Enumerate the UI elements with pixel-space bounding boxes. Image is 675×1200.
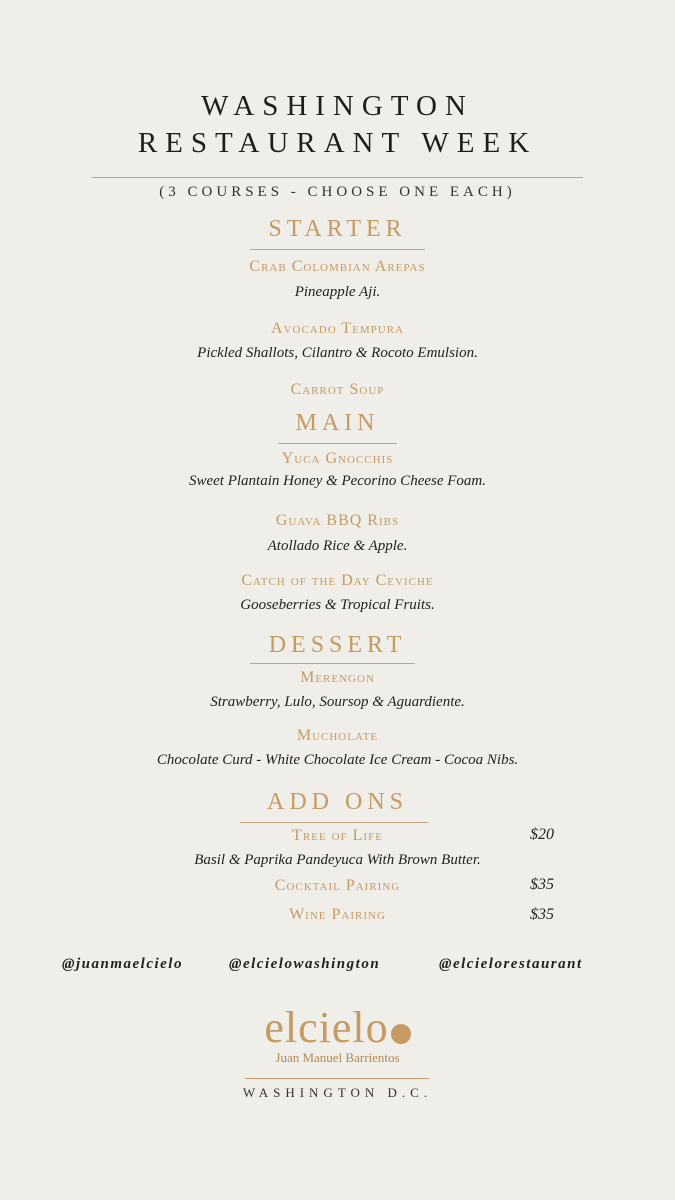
elcielo-logo	[0, 1002, 675, 1053]
subtitle: (3 COURSES - CHOOSE ONE EACH)	[159, 184, 516, 200]
menu-item-name: Guava BBQ Ribs	[275, 512, 400, 529]
menu-item-desc: Pineapple Aji.	[294, 284, 381, 300]
header-divider	[92, 177, 583, 178]
menu-item-desc: Sweet Plantain Honey & Pecorino Cheese Foam.	[188, 473, 486, 489]
menu-item-name: Yuca Gnocchis	[281, 450, 394, 467]
chef-name: Juan Manuel Barrientos	[275, 1050, 400, 1065]
menu-item-desc: Strawberry, Lulo, Soursop & Aguardiente.	[210, 694, 465, 710]
menu-item-name: Mucholate	[296, 727, 379, 744]
menu-item-name: Merengon	[300, 669, 375, 686]
social-handle-link[interactable]: @elcielorestaurant	[439, 956, 583, 972]
dessert-divider	[250, 663, 415, 664]
social-handle-link[interactable]: @elcielowashington	[229, 956, 381, 972]
menu-item-desc: Atollado Rice & Apple.	[267, 538, 408, 554]
social-handle-link[interactable]: @juanmaelcielo	[62, 956, 183, 972]
title-line2: RESTAURANT WEEK	[137, 127, 538, 159]
menu-item-desc: Chocolate Curd - White Chocolate Ice Cream - Cocoa Nibs.	[156, 752, 519, 768]
section-heading-dessert: DESSERT	[268, 632, 407, 658]
logo-text: elcielo	[264, 1003, 389, 1052]
price: $20	[530, 826, 554, 843]
starter-divider	[250, 249, 425, 250]
menu-item-desc: Basil & Paprika Pandeyuca With Brown Butter.	[194, 852, 481, 868]
section-heading-addons: ADD ONS	[266, 789, 408, 815]
logo-divider	[245, 1078, 429, 1079]
addons-divider	[240, 822, 428, 823]
section-heading-starter: STARTER	[268, 216, 407, 242]
price: $35	[530, 876, 554, 893]
menu-item-name: Tree of Life	[292, 827, 383, 844]
title-line1: WASHINGTON	[201, 90, 474, 122]
menu-item-desc: Pickled Shallots, Cilantro & Rocoto Emulsion.	[197, 345, 478, 361]
menu-item-name: Carrot Soup	[290, 381, 385, 398]
menu-item-name: Avocado Tempura	[271, 320, 404, 337]
menu-item-name: Catch of the Day Ceviche	[241, 572, 434, 589]
section-heading-main: MAIN	[295, 410, 380, 436]
menu-item-desc: Gooseberries & Tropical Fruits.	[240, 597, 435, 613]
main-divider	[278, 443, 397, 444]
menu-item-name: Cocktail Pairing	[274, 877, 401, 894]
menu-item-name: Wine Pairing	[289, 906, 386, 923]
logo-dot-icon	[391, 1024, 411, 1044]
price: $35	[530, 906, 554, 923]
city-label: WASHINGTON D.C.	[242, 1085, 433, 1100]
menu-item-name: Crab Colombian Arepas	[249, 258, 426, 275]
